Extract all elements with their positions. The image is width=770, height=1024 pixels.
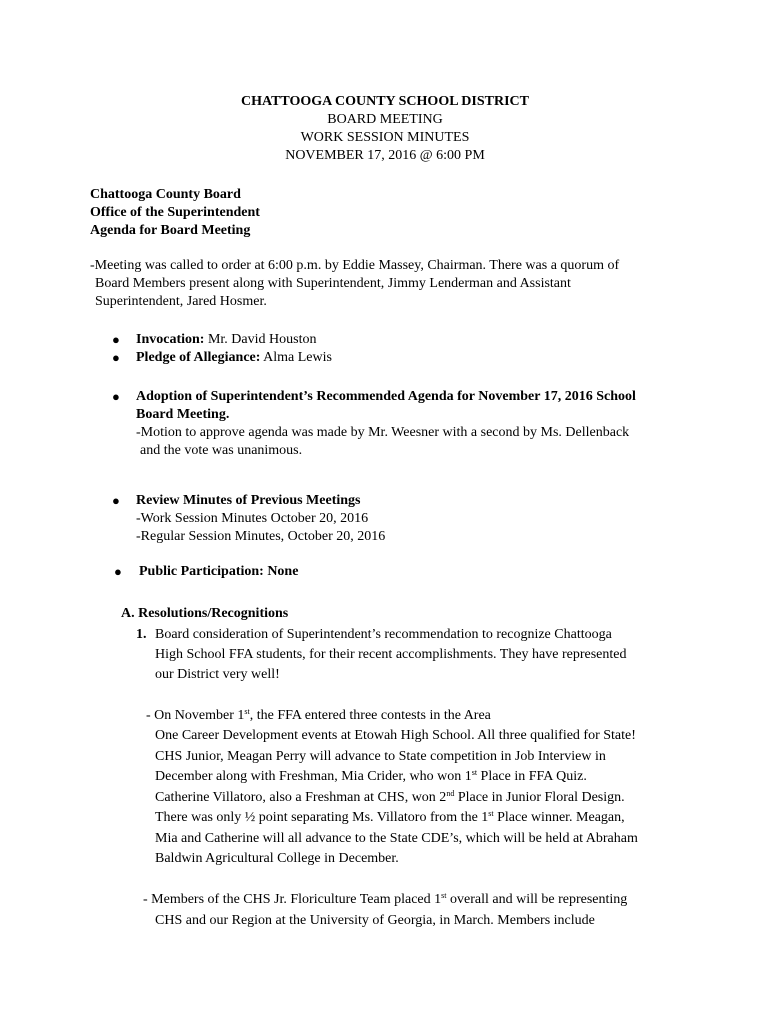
ffa-line1-text: - On November 1: [146, 708, 245, 723]
adoption-title-line2: Board Meeting.: [136, 407, 230, 422]
session-title: WORK SESSION MINUTES: [300, 130, 470, 145]
review-item-1: -Work Session Minutes October 20, 2016: [136, 511, 369, 526]
floriculture-line1-text: - Members of the CHS Jr. Floriculture Team placed 1: [143, 892, 442, 907]
ordinal-suffix: st: [471, 768, 478, 777]
ffa-line6: [155, 809, 625, 827]
pledge-value: Alma Lewis: [263, 350, 332, 365]
adoption-title-line1: Adoption of Superintendent’s Recommended Agenda for November 17, 2016 School: [136, 389, 636, 404]
opening-line3: Superintendent, Jared Hosmer.: [95, 294, 267, 309]
ffa-line5: [155, 789, 625, 807]
bullet-icon: ●: [112, 493, 120, 508]
board-heading-line2: Office of the Superintendent: [90, 205, 260, 220]
meeting-date: NOVEMBER 17, 2016 @ 6:00 PM: [285, 148, 485, 163]
invocation-value: Mr. David Houston: [207, 332, 317, 347]
adoption-motion-line2: and the vote was unanimous.: [140, 443, 303, 458]
review-title: Review Minutes of Previous Meetings: [136, 493, 361, 508]
bullet-icon: ●: [112, 350, 120, 365]
ffa-line2: One Career Development events at Etowah High School. All three qualified for State!: [155, 728, 636, 743]
district-title: CHATTOOGA COUNTY SCHOOL DISTRICT: [241, 94, 529, 109]
resolution-line3: our District very well!: [155, 667, 280, 682]
adoption-motion-line1: -Motion to approve agenda was made by Mr. Weesner with a second by Ms. Dellenback: [136, 425, 630, 440]
ffa-line6-text-end: Place winner. Meagan,: [493, 810, 625, 825]
opening-line2: Board Members present along with Superintendent, Jimmy Lenderman and Assistant: [95, 276, 571, 291]
bullet-icon: ●: [112, 332, 120, 347]
review-item-2: -Regular Session Minutes, October 20, 2016: [136, 529, 386, 544]
resolution-number: 1.: [136, 627, 147, 642]
bullet-icon: ●: [112, 389, 120, 404]
pledge-label: Pledge of Allegiance:: [136, 350, 261, 365]
ordinal-suffix: nd: [446, 789, 455, 798]
ffa-line4-text-end: Place in FFA Quiz.: [477, 769, 587, 784]
ffa-line1: [146, 707, 491, 725]
ffa-line8: Baldwin Agricultural College in December.: [155, 851, 399, 866]
ordinal-suffix: st: [488, 809, 494, 818]
meeting-title: BOARD MEETING: [327, 112, 443, 127]
resolutions-heading: A. Resolutions/Recognitions: [121, 606, 289, 621]
resolution-line1: Board consideration of Superintendent’s recommendation to recognize Chattooga: [155, 627, 612, 642]
pledge-item: [136, 349, 332, 367]
invocation-item: [136, 331, 316, 349]
ffa-line5-text-end: Place in Junior Floral Design.: [454, 790, 625, 805]
ordinal-suffix: st: [244, 707, 250, 716]
ffa-line4: [155, 768, 587, 786]
resolution-line2: High School FFA students, for their recent accomplishments. They have represented: [155, 647, 627, 662]
ffa-line4-text: December along with Freshman, Mia Crider, who won 1: [155, 769, 472, 784]
ffa-line6-text: There was only ½ point separating Ms. Villatoro from the 1: [155, 810, 489, 825]
floriculture-line2: CHS and our Region at the University of Georgia, in March. Members include: [155, 913, 595, 928]
invocation-label: Invocation:: [136, 332, 205, 347]
ordinal-suffix: st: [441, 891, 447, 900]
board-heading-line3: Agenda for Board Meeting: [90, 223, 251, 238]
public-participation: Public Participation: None: [139, 564, 299, 579]
ffa-line7: Mia and Catherine will all advance to the State CDE’s, which will be held at Abraham: [155, 831, 638, 846]
ffa-line5-text: Catherine Villatoro, also a Freshman at CHS, won 2: [155, 790, 447, 805]
floriculture-line1-text-end: overall and will be representing: [446, 892, 628, 907]
ffa-line3: CHS Junior, Meagan Perry will advance to State competition in Job Interview in: [155, 749, 606, 764]
opening-line1: -Meeting was called to order at 6:00 p.m. by Eddie Massey, Chairman. There was a quorum of: [90, 258, 620, 273]
floriculture-line1: [143, 891, 627, 909]
ffa-line1-text-end: , the FFA entered three contests in the Area: [249, 708, 491, 723]
bullet-icon: ●: [114, 564, 122, 579]
board-heading-line1: Chattooga County Board: [90, 187, 241, 202]
